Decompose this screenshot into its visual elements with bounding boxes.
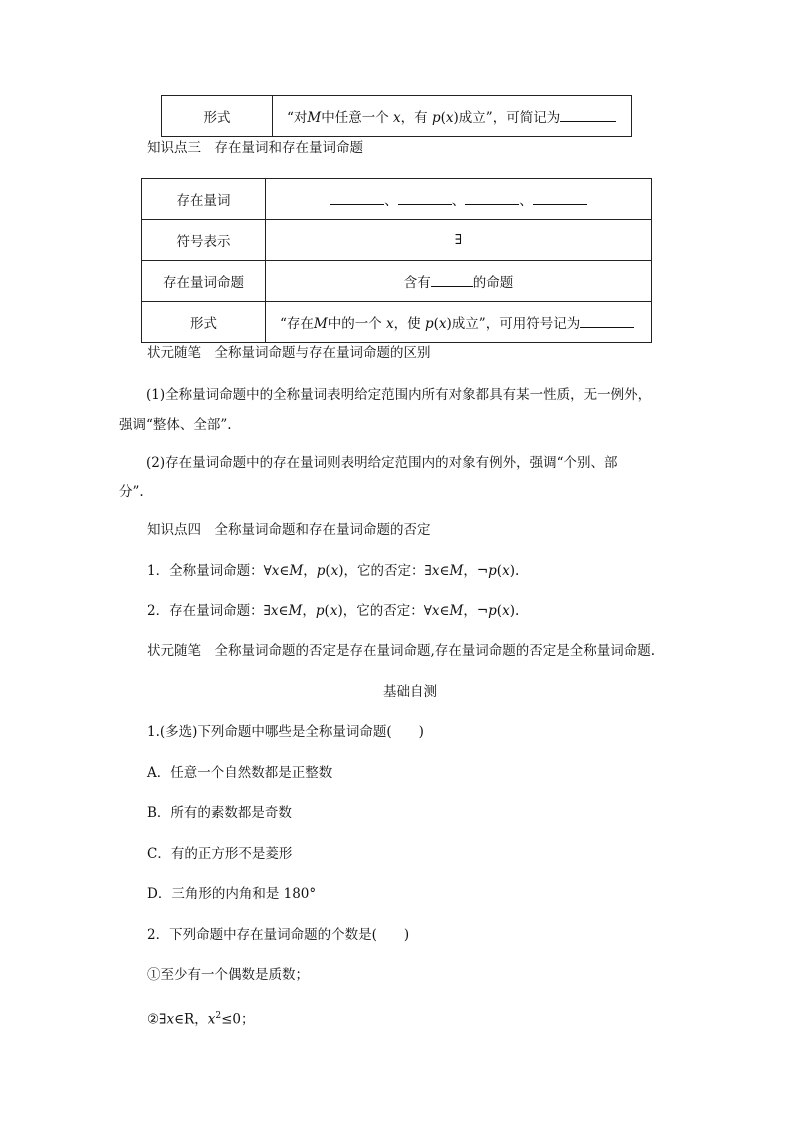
var-x: x (207, 1011, 216, 1028)
table2-label-quantifier (142, 179, 266, 220)
text: ≤0； (221, 1011, 255, 1028)
text: “存在 (280, 316, 314, 332)
table2-form: “存在M中的一个 x，使 p(x)成立”，可用符号记为 (266, 302, 652, 343)
text: 成立”，可简记为 (458, 110, 561, 126)
var-x: x (166, 1011, 175, 1028)
note1-p2-line2: 分”. (119, 484, 144, 500)
var-M: M (288, 603, 303, 619)
var-x: x (438, 316, 447, 332)
selftest-title: 基础自测 (383, 684, 437, 700)
q1-option-a[interactable]: A．任意一个自然数都是正整数 (147, 765, 333, 781)
var-x: x (431, 563, 440, 579)
table2-quantifier-blanks[interactable]: 、 、 、 (266, 179, 652, 220)
fill-blank[interactable] (431, 274, 473, 287)
text: ( (440, 110, 446, 126)
text: ∈ (278, 603, 289, 619)
form-label-text: 形式 (203, 110, 231, 126)
var-p: p (315, 603, 325, 619)
var-M: M (307, 110, 322, 126)
question-2: 2．下列命题中存在量词命题的个数是( ) (147, 927, 410, 943)
negation-item-1: 1．全称量词命题：∀x∈M，p(x)，它的否定：∃x∈M，¬p(x). (147, 563, 520, 579)
text: ∈R， (174, 1011, 208, 1028)
note1-p1-line2: 强调“整体、全部”. (119, 417, 232, 433)
var-x: x (330, 563, 339, 579)
text: ， (463, 603, 477, 619)
exists-symbol: ∃ (454, 232, 463, 248)
text: 2．存在量词命题：∃ (147, 603, 271, 619)
text: 成立”，可用符号记为 (451, 316, 581, 332)
fill-blank[interactable] (560, 109, 616, 122)
var-M: M (449, 603, 464, 619)
text: ②∃ (147, 1011, 167, 1028)
var-p: p (431, 110, 441, 126)
text: 的命题 (472, 275, 514, 291)
fill-blank[interactable] (330, 192, 384, 205)
var-p: p (488, 563, 497, 579)
table1-form-label (162, 96, 273, 137)
note1-p2-line1: (2)存在量词命题中的存在量词则表明给定范围内的对象有例外，强调“个别、部 (146, 455, 618, 471)
text: ∈ (439, 563, 450, 579)
var-x: x (502, 603, 510, 619)
var-x: x (431, 603, 440, 619)
var-x: x (270, 603, 279, 619)
table2-label-form (142, 302, 266, 343)
q1-option-d[interactable]: D．三角形的内角和是 180° (147, 886, 317, 902)
section4-title: 知识点四 全称量词命题和存在量词命题的否定 (147, 522, 431, 538)
exponent: 2 (215, 1011, 222, 1021)
negation-item-2: 2．存在量词命题：∃x∈M，p(x)，它的否定：∀x∈M，¬p(x). (147, 603, 520, 619)
fill-blank[interactable] (580, 315, 634, 328)
q2-item-2 (147, 1006, 255, 1030)
var-M: M (289, 563, 304, 579)
table2-proposition (266, 261, 652, 302)
text: 1．全称量词命题：∀ (147, 563, 272, 579)
text: ) (453, 110, 459, 126)
var-x: x (502, 563, 510, 579)
fill-blank[interactable] (398, 192, 452, 205)
label-text: 符号表示 (176, 234, 231, 250)
var-M: M (313, 316, 328, 332)
text: “对 (287, 110, 308, 126)
var-x: x (386, 316, 394, 332)
label-text: 形式 (190, 316, 217, 332)
text: ，它的否定：∀ (342, 603, 432, 619)
q2-item-1: ①至少有一个偶数是质数； (147, 967, 309, 983)
var-x: x (329, 603, 338, 619)
text: 中的一个 (327, 316, 382, 332)
text: . (514, 563, 520, 579)
table2-label-proposition (142, 261, 266, 302)
text: 含有 (403, 275, 431, 291)
text: . (514, 603, 520, 619)
var-M: M (449, 563, 464, 579)
label-text: 存在量词命题 (163, 275, 244, 291)
q1-option-c[interactable]: C．有的正方形不是菱形 (147, 846, 293, 862)
text: ， (303, 563, 317, 579)
text: ∈ (279, 563, 290, 579)
text: ，使 (393, 316, 421, 332)
text: ， (302, 603, 316, 619)
text: ，它的否定：∃ (343, 563, 432, 579)
var-p: p (424, 316, 434, 332)
question-1: 1.(多选)下列命题中哪些是全称量词命题( ) (147, 724, 424, 740)
var-x: x (393, 110, 401, 126)
fill-blank[interactable] (465, 192, 519, 205)
universal-quantifier-table (161, 95, 632, 137)
note1-p1-line1: (1)全称量词命题中的全称量词表明给定范围内所有对象都具有某一性质，无一例外， (146, 387, 652, 403)
existential-quantifier-table (141, 178, 652, 343)
text: ， (463, 563, 477, 579)
note1-title: 状元随笔 全称量词命题与存在量词命题的区别 (147, 345, 431, 361)
table1-form-content (273, 96, 632, 137)
note2-text: 状元随笔 全称量词命题的否定是存在量词命题,存在量词命题的否定是全称量词命题. (147, 643, 656, 659)
var-p: p (316, 563, 326, 579)
var-x: x (445, 110, 454, 126)
text: 中任意一个 (321, 110, 389, 126)
text: ¬ (476, 603, 489, 619)
var-p: p (488, 603, 497, 619)
text: ∈ (439, 603, 450, 619)
text: ¬ (476, 563, 489, 579)
var-x: x (271, 563, 280, 579)
text: ，有 (400, 110, 428, 126)
table2-symbol (266, 220, 652, 261)
fill-blank[interactable] (533, 192, 587, 205)
section3-title: 知识点三 存在量词和存在量词命题 (147, 140, 363, 156)
table2-label-symbol (142, 220, 266, 261)
label-text: 存在量词 (176, 193, 231, 209)
q1-option-b[interactable]: B．所有的素数都是奇数 (147, 805, 292, 821)
